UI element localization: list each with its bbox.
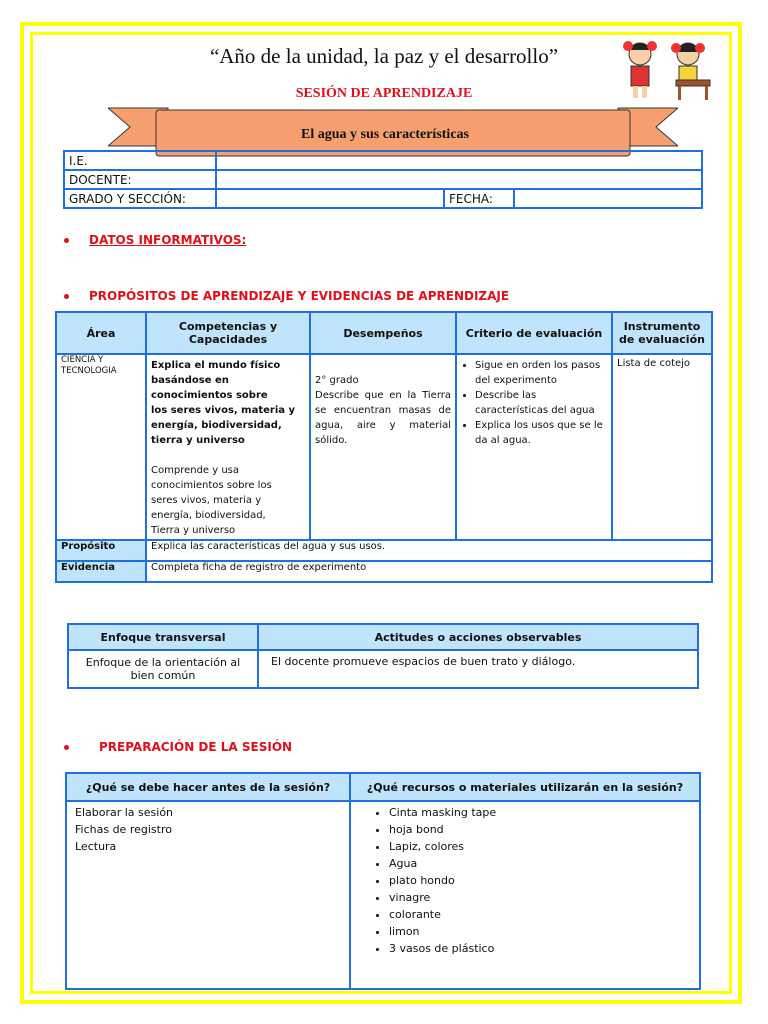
bullet-icon bbox=[64, 294, 69, 299]
evidencia-label: Evidencia bbox=[56, 561, 146, 582]
ie-label: I.E. bbox=[64, 151, 216, 170]
header-area: Área bbox=[56, 312, 146, 354]
capacidad-line: seres vivos, materia y bbox=[151, 495, 262, 506]
recurso-item: • limon bbox=[389, 923, 691, 940]
enfoque-cell: Enfoque de la orientación al bien común bbox=[68, 650, 258, 688]
docente-label: DOCENTE: bbox=[64, 170, 216, 189]
fecha-label: FECHA: bbox=[444, 189, 514, 208]
header-actitudes: Actitudes o acciones observables bbox=[258, 624, 698, 650]
competencia-line: los seres vivos, materia y bbox=[151, 405, 296, 416]
preparation-table bbox=[65, 772, 701, 990]
capacidad-line: Tierra y universo bbox=[151, 525, 236, 536]
section-datos bbox=[64, 233, 246, 247]
section-preparacion-label: PREPARACIÓN DE LA SESIÓN bbox=[99, 740, 293, 754]
instrumento-cell: Lista de cotejo bbox=[612, 354, 712, 540]
capacidad-line: conocimientos sobre los bbox=[151, 480, 272, 491]
info-table bbox=[63, 150, 703, 209]
area-cell: CIENCIA Y TECNOLOGIA bbox=[56, 354, 146, 540]
desempeno-text: Describe que en la Tierra se encuentran masas de agua, aire y material sólido. bbox=[315, 390, 451, 446]
bullet-icon bbox=[64, 745, 69, 750]
competencias-cell bbox=[146, 354, 310, 540]
recurso-item: • vinagre bbox=[389, 889, 691, 906]
section-preparacion bbox=[64, 740, 292, 754]
children-illustration bbox=[618, 36, 718, 102]
bullet-icon bbox=[64, 238, 69, 243]
section-datos-label: DATOS INFORMATIVOS: bbox=[89, 233, 247, 247]
grado-field[interactable] bbox=[216, 189, 444, 208]
recurso-item: • plato hondo bbox=[389, 872, 691, 889]
competencia-line: tierra y universo bbox=[151, 435, 245, 446]
recurso-item: • Lapiz, colores bbox=[389, 838, 691, 855]
proposito-text: Explica las características del agua y sus usos. bbox=[146, 540, 712, 561]
docente-field[interactable] bbox=[216, 170, 702, 189]
recurso-item: • Agua bbox=[389, 855, 691, 872]
criterio-cell bbox=[456, 354, 612, 540]
actitud-cell: El docente promueve espacios de buen trato y diálogo. bbox=[258, 650, 698, 688]
competencia-line: Explica el mundo físico bbox=[151, 360, 281, 371]
topic-title: El agua y sus características bbox=[301, 127, 469, 142]
header-antes: ¿Qué se debe hacer antes de la sesión? bbox=[66, 773, 350, 801]
antes-item: Elaborar la sesión bbox=[75, 806, 174, 819]
competencia-line: basándose en bbox=[151, 375, 229, 386]
antes-cell bbox=[66, 801, 350, 989]
antes-item: Fichas de registro bbox=[75, 823, 172, 836]
competencia-line: energía, biodiversidad, bbox=[151, 420, 282, 431]
session-label: SESIÓN DE APRENDIZAJE bbox=[295, 86, 473, 101]
competencia-line: conocimientos sobre bbox=[151, 390, 268, 401]
recursos-cell bbox=[350, 801, 700, 989]
header-recursos: ¿Qué recursos o materiales utilizarán en la sesión? bbox=[350, 773, 700, 801]
section-propositos-label: PROPÓSITOS DE APRENDIZAJE Y EVIDENCIAS DE APRENDIZAJE bbox=[89, 289, 510, 303]
recurso-item: • hoja bond bbox=[389, 821, 691, 838]
header-criterio: Criterio de evaluación bbox=[456, 312, 612, 354]
header-instrumento: Instrumento de evaluación bbox=[612, 312, 712, 354]
header-enfoque: Enfoque transversal bbox=[68, 624, 258, 650]
capacidad-line: Comprende y usa bbox=[151, 465, 240, 476]
purposes-table bbox=[55, 311, 713, 583]
criterio-item: • Sigue en orden los pasos del experimento bbox=[475, 358, 607, 388]
proposito-label: Propósito bbox=[56, 540, 146, 561]
recurso-item: • colorante bbox=[389, 906, 691, 923]
header-desempenos: Desempeños bbox=[310, 312, 456, 354]
enfoque-table bbox=[67, 623, 699, 689]
desempenos-cell bbox=[310, 354, 456, 540]
fecha-field[interactable] bbox=[514, 189, 702, 208]
criterio-item: • Explica los usos que se le da al agua. bbox=[475, 418, 607, 448]
section-propositos bbox=[64, 289, 509, 303]
grado-text: 2° grado bbox=[315, 375, 359, 386]
capacidad-line: energía, biodiversidad, bbox=[151, 510, 266, 521]
evidencia-text: Completa ficha de registro de experimento bbox=[146, 561, 712, 582]
criterio-item: • Describe las características del agua bbox=[475, 388, 607, 418]
recurso-item: • 3 vasos de plástico bbox=[389, 940, 691, 957]
ie-field[interactable] bbox=[216, 151, 702, 170]
recurso-item: • Cinta masking tape bbox=[389, 804, 691, 821]
header-competencias: Competencias y Capacidades bbox=[146, 312, 310, 354]
grado-label: GRADO Y SECCIÓN: bbox=[64, 189, 216, 208]
year-title: “Año de la unidad, la paz y el desarrollo” bbox=[209, 44, 559, 68]
antes-item: Lectura bbox=[75, 840, 117, 853]
